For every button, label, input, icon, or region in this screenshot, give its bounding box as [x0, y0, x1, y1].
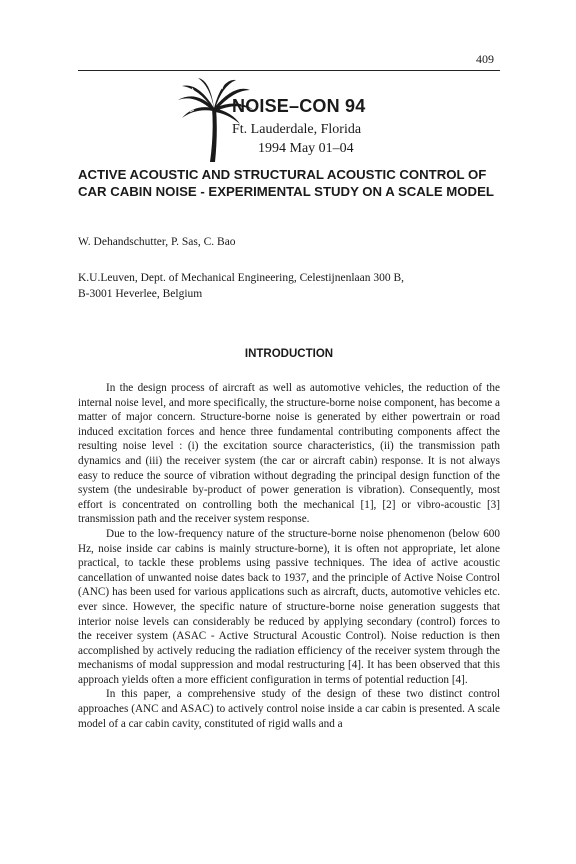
affiliation-line-2: B-3001 Heverlee, Belgium: [78, 288, 203, 300]
paragraph: In this paper, a comprehensive study of the design of these two distinct control approaches (ANC and ASAC) to actively control noise inside a car cabin is presented. A scale model of a car cabin cavity, constituted of rigid walls and a: [78, 688, 500, 730]
affiliation-line-1: K.U.Leuven, Dept. of Mechanical Engineering, Celestijnenlaan 300 B,: [78, 272, 405, 284]
paragraph: Due to the low-frequency nature of the structure-borne noise phenomenon (below 600 Hz, noise inside car cabins is mainly structure-borne), it is often not appropriate, let alone practical, to tackle these problems using passive techniques. The idea of active acoustic cancellation of unwanted noise dates back to 1937, and the principle of Active Noise Control (ANC) has been used for various applications such as aircraft, ducts, automotive vehicles etc. ever since. However, the specific nature of structure-borne noise generation suggests that interior noise levels can considerably be reduced by applying secondary (control) forces to the receiver system (ASAC - Active Structural Acoustic Control). Noise reduction is then accomplished by actively reducing the radiation efficiency of the receiver system through the mechanisms of modal suppression and modal restructuring [4]. It has been observed that this approach yields often a more efficient configuration in terms of potential reduction [4].: [78, 527, 500, 686]
section-heading: INTRODUCTION: [244, 348, 334, 360]
palm-tree-icon-graphic: [176, 78, 256, 164]
header-rule: [78, 70, 500, 71]
introduction-body: [78, 381, 500, 731]
paragraph: In the design process of aircraft as well as automotive vehicles, the reduction of the internal noise level, and more specifically, the structure-borne noise component, has become a matter of major concern. Structure-borne noise is generated by either powertrain or road induced excitation forces and hence three fundamental contributing components affect the resulting noise level : (i) the excitation source characteristics, (ii) the transmission path dynamics and (iii) the receiver system (the car or aircraft cabin) response. It is not always easy to reduce the source of vibration without degrading the principal design function of the system (the undesirable by-product of power generation is vibration). Consequently, most effort is concentrated on controlling both the mechanical [1], [2] or vibro-acoustic [3] transmission path and the receiver system response.: [78, 382, 500, 526]
page-number: 409: [476, 52, 494, 66]
palm-tree-icon: [176, 78, 256, 164]
conference-name: NOISE–CON 94: [232, 96, 366, 116]
paper-title: ACTIVE ACOUSTIC AND STRUCTURAL ACOUSTIC CONTROL OF CAR CABIN NOISE - EXPERIMENTAL STUDY ON A SCALE MODEL: [78, 167, 494, 199]
conference-location: Ft. Lauderdale, Florida: [232, 122, 362, 137]
conference-date: 1994 May 01–04: [258, 141, 354, 156]
paper-affiliation: [78, 270, 404, 302]
paper-authors: W. Dehandschutter, P. Sas, C. Bao: [78, 236, 236, 248]
